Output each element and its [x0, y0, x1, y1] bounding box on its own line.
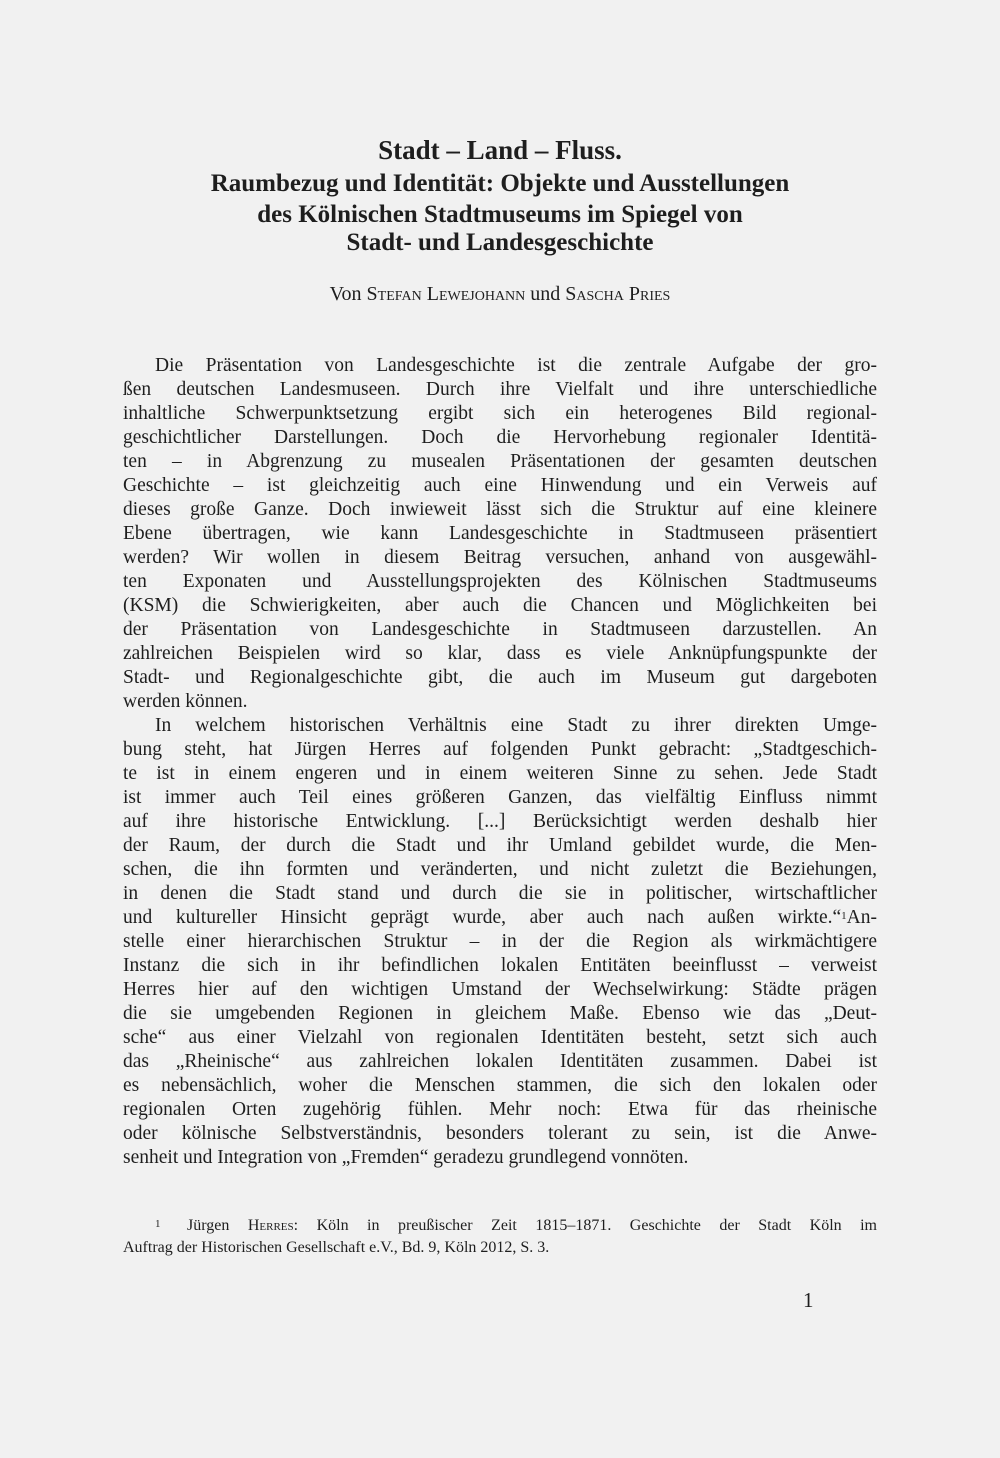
paragraph-2-line: auf ihre historische Entwicklung. [...] Berücksichtigt werden deshalb hier: [123, 811, 877, 832]
paragraph-2-line: bung steht, hat Jürgen Herres auf folgenden Punkt gebracht: „Stadtgeschich-: [123, 739, 877, 760]
footnote-number: 1: [155, 1218, 161, 1230]
paragraph-2-line: Instanz die sich in ihr befindlichen lokalen Entitäten beeinflusst – verweist: [123, 955, 877, 976]
paragraph-2-line: die sie umgebenden Regionen in gleichem Maße. Ebenso wie das „Deut-: [123, 1003, 877, 1024]
paragraph-2-line: oder kölnische Selbstverständnis, besonders tolerant zu sein, ist die Anwe-: [123, 1123, 877, 1144]
quote-end-text: und kultureller Hinsicht geprägt wurde, aber auch nach außen wirkte.“: [123, 907, 842, 928]
paragraph-1-line: ten – in Abgrenzung zu musealen Präsentationen der gesamten deutschen: [123, 451, 877, 472]
paragraph-1-line: werden? Wir wollen in diesem Beitrag versuchen, anhand von ausgewähl-: [123, 547, 877, 568]
paragraph-1-line: Die Präsentation von Landesgeschichte ist die zentrale Aufgabe der gro-: [155, 355, 877, 376]
paragraph-2-line: schen, die ihn formten und veränderten, und nicht zuletzt die Beziehungen,: [123, 859, 877, 880]
paragraph-1-line: inhaltliche Schwerpunktsetzung ergibt sich ein heterogenes Bild regional-: [123, 403, 877, 424]
paragraph-1-line: Geschichte – ist gleichzeitig auch eine Hinwendung und ein Verweis auf: [123, 475, 877, 496]
paragraph-1-line: geschichtlicher Darstellungen. Doch die Hervorhebung regionaler Identitä-: [123, 427, 877, 448]
paragraph-2-line: stelle einer hierarchischen Struktur – in der die Region als wirkmächtigere: [123, 931, 877, 952]
paragraph-1-line: (KSM) die Schwierigkeiten, aber auch die Chancen und Möglichkeiten bei: [123, 595, 877, 616]
title-line-4: Stadt- und Landesgeschichte: [346, 229, 654, 256]
paragraph-2-line: regionalen Orten zugehörig fühlen. Mehr noch: Etwa für das rheinische: [123, 1099, 877, 1120]
paragraph-1-line: Ebene übertragen, wie kann Landesgeschichte in Stadtmuseen präsentiert: [123, 523, 877, 544]
footnote-line-2: Auftrag der Historischen Gesellschaft e.V., Bd. 9, Köln 2012, S. 3.: [123, 1239, 550, 1256]
paragraph-2-line: sche“ aus einer Vielzahl von regionalen Identitäten besteht, setzt sich auch: [123, 1027, 877, 1048]
byline-und: und: [530, 283, 561, 305]
paragraph-1-line: werden können.: [123, 691, 248, 712]
title-line-3: des Kölnischen Stadtmuseums im Spiegel von: [257, 201, 743, 228]
footnote-ref-1[interactable]: 1: [841, 910, 847, 922]
paragraph-2-line: [123, 906, 877, 930]
paragraph-2-line: Herres hier auf den wichtigen Umstand der Wechselwirkung: Städte prägen: [123, 979, 877, 1000]
footnote-line-1: [187, 1216, 877, 1236]
paragraph-1-line: dieses große Ganze. Doch inwieweit lässt sich die Struktur auf eine kleinere: [123, 499, 877, 520]
author-1: Stefan Lewejohann: [366, 283, 526, 305]
paragraph-1-line: Stadt- und Regionalgeschichte gibt, die auch im Museum gut dargeboten: [123, 667, 877, 688]
footnote-author-last: Herres: [247, 1217, 294, 1234]
paragraph-2-line: das „Rheinische“ aus zahlreichen lokalen Identitäten zusammen. Dabei ist: [123, 1051, 877, 1072]
paragraph-1-line: ten Exponaten und Ausstellungsprojekten des Kölnischen Stadtmuseums: [123, 571, 877, 592]
line-tail-text: An-: [846, 907, 877, 928]
paragraph-2-line: der Raum, der durch die Stadt und ihr Umland gebildet wurde, die Men-: [123, 835, 877, 856]
footnote-author-first: Jürgen: [187, 1217, 230, 1234]
paragraph-1-line: der Präsentation von Landesgeschichte in Stadtmuseen darzustellen. An: [123, 619, 877, 640]
page-number: 1: [803, 1288, 814, 1312]
paragraph-2-line: senheit und Integration von „Fremden“ geradezu grundlegend vonnöten.: [123, 1147, 689, 1168]
paragraph-2-line: In welchem historischen Verhältnis eine Stadt zu ihrer direkten Umge-: [155, 715, 877, 736]
footnote-rest: : Köln in preußischer Zeit 1815–1871. Geschichte der Stadt Köln im: [293, 1217, 878, 1234]
paragraph-1-line: ßen deutschen Landesmuseen. Durch ihre Vielfalt und ihre unterschiedliche: [123, 379, 877, 400]
paragraph-2-line: te ist in einem engeren und in einem weiteren Sinne zu sehen. Jede Stadt: [123, 763, 877, 784]
paragraph-2-line: in denen die Stadt stand und durch die sie in politischer, wirtschaftlicher: [123, 883, 877, 904]
paragraph-1-line: zahlreichen Beispielen wird so klar, dass es viele Anknüpfungspunkte der: [123, 643, 877, 664]
byline-von: Von: [329, 283, 362, 305]
title-line-2: Raumbezug und Identität: Objekte und Ausstellungen: [210, 170, 790, 197]
byline: [100, 283, 900, 306]
paragraph-2-line: es nebensächlich, woher die Menschen stammen, die sich den lokalen oder: [123, 1075, 877, 1096]
author-2: Sascha Pries: [565, 283, 671, 305]
paragraph-2-line: ist immer auch Teil eines größeren Ganzen, das vielfältig Einfluss nimmt: [123, 787, 877, 808]
title-line-1: Stadt – Land – Fluss.: [378, 135, 622, 165]
